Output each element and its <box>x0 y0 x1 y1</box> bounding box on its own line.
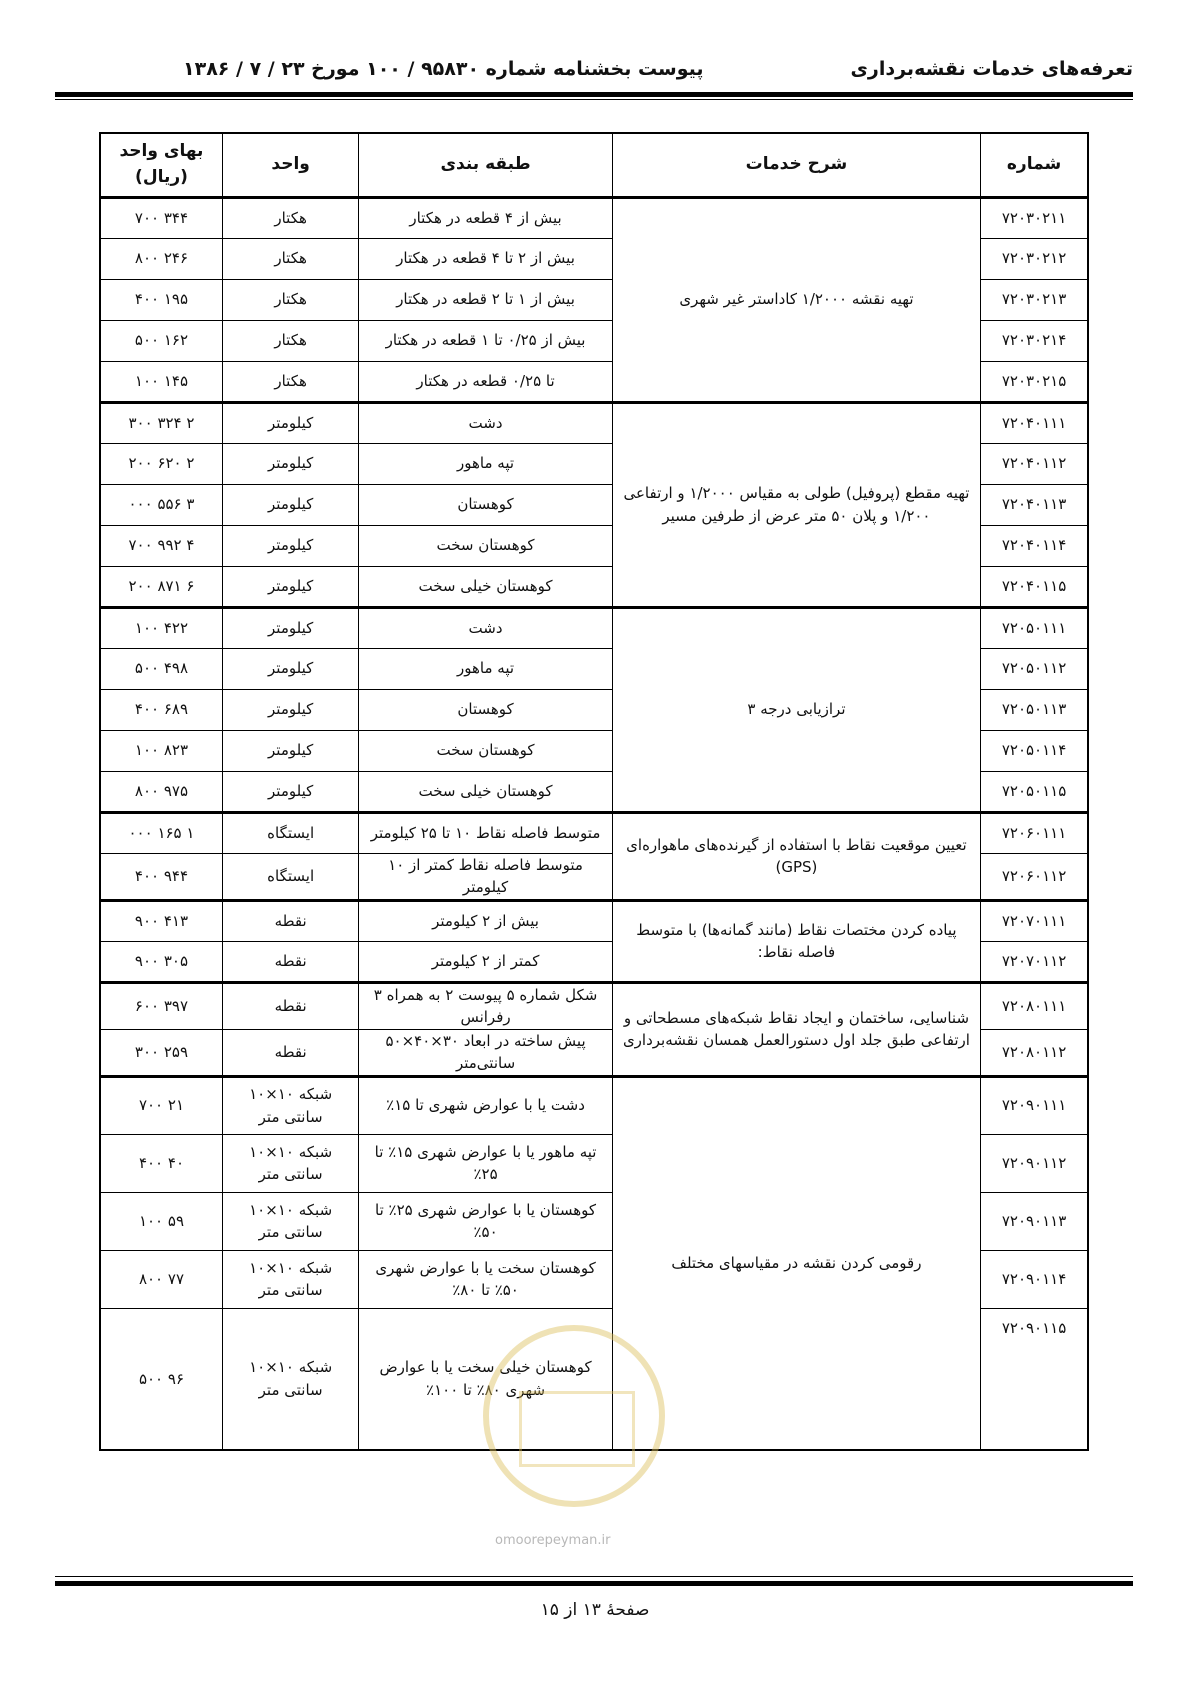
header-rule-thin <box>55 99 1133 100</box>
price-cell: ۱۶۲ ۵۰۰ <box>100 320 222 361</box>
category-cell: تپه ماهور <box>359 648 612 689</box>
code-cell: ۷۲۰۵۰۱۱۵ <box>981 771 1088 812</box>
page-header <box>55 52 1133 92</box>
table-header-row <box>100 133 1088 197</box>
price-cell: ۴۱۳ ۹۰۰ <box>100 900 222 941</box>
document-title: تعرفه‌های خدمات نقشه‌برداری <box>850 58 1133 80</box>
service-cell: تعیین موقعیت نقاط با استفاده از گیرنده‌های ماهواره‌ای (GPS) <box>612 812 980 900</box>
code-cell: ۷۲۰۷۰۱۱۱ <box>981 900 1088 941</box>
unit-cell: شبکه ۱۰×۱۰ سانتی متر <box>222 1250 358 1308</box>
price-cell: ۳۹۷ ۶۰۰ <box>100 982 222 1029</box>
code-cell: ۷۲۰۹۰۱۱۴ <box>981 1250 1088 1308</box>
price-cell: ۲۴۶ ۸۰۰ <box>100 238 222 279</box>
col-header-service: شرح خدمات <box>612 133 980 197</box>
category-cell: کوهستان <box>359 689 612 730</box>
table-group <box>100 812 1088 900</box>
price-cell: ۳۴۴ ۷۰۰ <box>100 197 222 238</box>
code-cell: ۷۲۰۶۰۱۱۱ <box>981 812 1088 853</box>
service-cell: رقومی کردن نقشه در مقیاسهای مختلف <box>612 1076 980 1450</box>
category-cell: بیش از ۰/۲۵ تا ۱ قطعه در هکتار <box>359 320 612 361</box>
table-group <box>100 900 1088 982</box>
unit-cell: ایستگاه <box>222 853 358 900</box>
unit-cell: شبکه ۱۰×۱۰ سانتی متر <box>222 1308 358 1450</box>
unit-cell: نقطه <box>222 941 358 982</box>
footer-rule-thin <box>55 1576 1133 1577</box>
unit-cell: کیلومتر <box>222 689 358 730</box>
category-cell: کوهستان یا با عوارض شهری ۲۵٪ تا ۵۰٪ <box>359 1192 612 1250</box>
table-body <box>100 197 1088 402</box>
price-cell: ۷۷ ۸۰۰ <box>100 1250 222 1308</box>
col-header-price: بهای واحد (ریال) <box>100 133 222 197</box>
table-row <box>100 1076 1088 1134</box>
unit-cell: نقطه <box>222 900 358 941</box>
price-cell: ۹۷۵ ۸۰۰ <box>100 771 222 812</box>
watermark-site: omoorepeyman.ir <box>495 1533 611 1548</box>
service-cell: تهیه نقشه ۱/۲۰۰۰ کاداستر غیر شهری <box>612 197 980 402</box>
price-cell: ۲۱ ۷۰۰ <box>100 1076 222 1134</box>
price-cell: ۶ ۸۷۱ ۲۰۰ <box>100 566 222 607</box>
category-cell: کوهستان <box>359 484 612 525</box>
price-cell: ۹۴۴ ۴۰۰ <box>100 853 222 900</box>
code-cell: ۷۲۰۴۰۱۱۳ <box>981 484 1088 525</box>
price-cell: ۳۰۵ ۹۰۰ <box>100 941 222 982</box>
code-cell: ۷۲۰۸۰۱۱۱ <box>981 982 1088 1029</box>
code-cell: ۷۲۰۳۰۲۱۲ <box>981 238 1088 279</box>
unit-cell: شبکه ۱۰×۱۰ سانتی متر <box>222 1076 358 1134</box>
category-cell: تپه ماهور یا با عوارض شهری ۱۵٪ تا ۲۵٪ <box>359 1134 612 1192</box>
unit-cell: هکتار <box>222 279 358 320</box>
code-cell: ۷۲۰۴۰۱۱۴ <box>981 525 1088 566</box>
code-cell: ۷۲۰۹۰۱۱۱ <box>981 1076 1088 1134</box>
header-rule-thick <box>55 92 1133 97</box>
category-cell: بیش از ۴ قطعه در هکتار <box>359 197 612 238</box>
unit-cell: کیلومتر <box>222 730 358 771</box>
page-number: صفحهٔ ۱۳ از ۱۵ <box>540 1600 650 1620</box>
category-cell: متوسط فاصله نقاط کمتر از ۱۰ کیلومتر <box>359 853 612 900</box>
unit-cell: کیلومتر <box>222 566 358 607</box>
code-cell: ۷۲۰۴۰۱۱۱ <box>981 402 1088 443</box>
code-cell: ۷۲۰۶۰۱۱۲ <box>981 853 1088 900</box>
table-row <box>100 812 1088 853</box>
code-cell: ۷۲۰۳۰۲۱۴ <box>981 320 1088 361</box>
col-header-unit: واحد <box>222 133 358 197</box>
category-cell: بیش از ۲ تا ۴ قطعه در هکتار <box>359 238 612 279</box>
category-cell: کوهستان خیلی سخت <box>359 566 612 607</box>
category-cell: کوهستان خیلی سخت یا با عوارض شهری ۸۰٪ تا ۱۰۰٪ <box>359 1308 612 1450</box>
col-header-code: شماره <box>981 133 1088 197</box>
category-cell: متوسط فاصله نقاط ۱۰ تا ۲۵ کیلومتر <box>359 812 612 853</box>
category-cell: کوهستان سخت <box>359 730 612 771</box>
category-cell: کوهستان خیلی سخت <box>359 771 612 812</box>
service-cell: پیاده کردن مختصات نقاط (مانند گمانه‌ها) با متوسط فاصله نقاط: <box>612 900 980 982</box>
table-row <box>100 607 1088 648</box>
code-cell: ۷۲۰۴۰۱۱۵ <box>981 566 1088 607</box>
table-row <box>100 197 1088 238</box>
unit-cell: شبکه ۱۰×۱۰ سانتی متر <box>222 1134 358 1192</box>
unit-cell: هکتار <box>222 238 358 279</box>
col-header-category: طبقه بندی <box>359 133 612 197</box>
code-cell: ۷۲۰۹۰۱۱۲ <box>981 1134 1088 1192</box>
unit-cell: نقطه <box>222 1029 358 1076</box>
category-cell: دشت <box>359 402 612 443</box>
code-cell: ۷۲۰۵۰۱۱۴ <box>981 730 1088 771</box>
unit-cell: شبکه ۱۰×۱۰ سانتی متر <box>222 1192 358 1250</box>
unit-cell: کیلومتر <box>222 607 358 648</box>
unit-cell: کیلومتر <box>222 648 358 689</box>
code-cell: ۷۲۰۵۰۱۱۱ <box>981 607 1088 648</box>
category-cell: کوهستان سخت <box>359 525 612 566</box>
unit-cell: کیلومتر <box>222 525 358 566</box>
table-group <box>100 402 1088 607</box>
category-cell: تا ۰/۲۵ قطعه در هکتار <box>359 361 612 402</box>
price-cell: ۴۹۸ ۵۰۰ <box>100 648 222 689</box>
unit-cell: هکتار <box>222 197 358 238</box>
category-cell: بیش از ۲ کیلومتر <box>359 900 612 941</box>
table-row <box>100 402 1088 443</box>
code-cell: ۷۲۰۵۰۱۱۲ <box>981 648 1088 689</box>
table-group <box>100 982 1088 1076</box>
category-cell: کمتر از ۲ کیلومتر <box>359 941 612 982</box>
circular-reference: پیوست بخشنامه شماره ۹۵۸۳۰ / ۱۰۰ مورخ ۲۳ / ۷ / ۱۳۸۶ <box>183 58 704 80</box>
table-group <box>100 607 1088 812</box>
price-cell: ۴۰ ۴۰۰ <box>100 1134 222 1192</box>
unit-cell: هکتار <box>222 361 358 402</box>
category-cell: کوهستان سخت یا با عوارض شهری ۵۰٪ تا ۸۰٪ <box>359 1250 612 1308</box>
service-cell: ترازیابی درجه ۳ <box>612 607 980 812</box>
code-cell: ۷۲۰۳۰۲۱۱ <box>981 197 1088 238</box>
service-cell: تهیه مقطع (پروفیل) طولی به مقیاس ۱/۲۰۰۰ و ارتفاعی ۱/۲۰۰ و پلان ۵۰ متر عرض از طرفین مسیر <box>612 402 980 607</box>
category-cell: بیش از ۱ تا ۲ قطعه در هکتار <box>359 279 612 320</box>
category-cell: شکل شماره ۵ پیوست ۲ به همراه ۳ رفرانس <box>359 982 612 1029</box>
unit-cell: کیلومتر <box>222 484 358 525</box>
code-cell: ۷۲۰۳۰۲۱۵ <box>981 361 1088 402</box>
code-cell: ۷۲۰۹۰۱۱۳ <box>981 1192 1088 1250</box>
unit-cell: نقطه <box>222 982 358 1029</box>
tariff-table <box>99 132 1089 1451</box>
watermark-seal <box>483 1325 665 1507</box>
price-cell: ۱۴۵ ۱۰۰ <box>100 361 222 402</box>
price-cell: ۴ ۹۹۲ ۷۰۰ <box>100 525 222 566</box>
code-cell: ۷۲۰۴۰۱۱۲ <box>981 443 1088 484</box>
unit-cell: کیلومتر <box>222 771 358 812</box>
price-cell: ۸۲۳ ۱۰۰ <box>100 730 222 771</box>
category-cell: تپه ماهور <box>359 443 612 484</box>
price-cell: ۲ ۳۲۴ ۳۰۰ <box>100 402 222 443</box>
price-cell: ۲ ۶۲۰ ۲۰۰ <box>100 443 222 484</box>
unit-cell: هکتار <box>222 320 358 361</box>
price-cell: ۵۹ ۱۰۰ <box>100 1192 222 1250</box>
table-row <box>100 900 1088 941</box>
footer-rule-thick <box>55 1581 1133 1586</box>
code-cell: ۷۲۰۹۰۱۱۵ <box>981 1308 1088 1450</box>
code-cell: ۷۲۰۷۰۱۱۲ <box>981 941 1088 982</box>
table-row <box>100 982 1088 1029</box>
category-cell: دشت <box>359 607 612 648</box>
code-cell: ۷۲۰۵۰۱۱۳ <box>981 689 1088 730</box>
unit-cell: کیلومتر <box>222 443 358 484</box>
price-cell: ۱۹۵ ۴۰۰ <box>100 279 222 320</box>
unit-cell: ایستگاه <box>222 812 358 853</box>
price-cell: ۲۵۹ ۳۰۰ <box>100 1029 222 1076</box>
code-cell: ۷۲۰۸۰۱۱۲ <box>981 1029 1088 1076</box>
price-cell: ۴۲۲ ۱۰۰ <box>100 607 222 648</box>
service-cell: شناسایی، ساختمان و ایجاد نقاط شبکه‌های مسطحاتی و ارتفاعی طبق جلد اول دستورالعمل همسان نقشه‌برداری <box>612 982 980 1076</box>
price-cell: ۶۸۹ ۴۰۰ <box>100 689 222 730</box>
category-cell: پیش ساخته در ابعاد ۳۰×۴۰×۵۰ سانتی‌متر <box>359 1029 612 1076</box>
code-cell: ۷۲۰۳۰۲۱۳ <box>981 279 1088 320</box>
price-cell: ۹۶ ۵۰۰ <box>100 1308 222 1450</box>
price-cell: ۱ ۱۶۵ ۰۰۰ <box>100 812 222 853</box>
price-cell: ۳ ۵۵۶ ۰۰۰ <box>100 484 222 525</box>
unit-cell: کیلومتر <box>222 402 358 443</box>
category-cell: دشت یا با عوارض شهری تا ۱۵٪ <box>359 1076 612 1134</box>
